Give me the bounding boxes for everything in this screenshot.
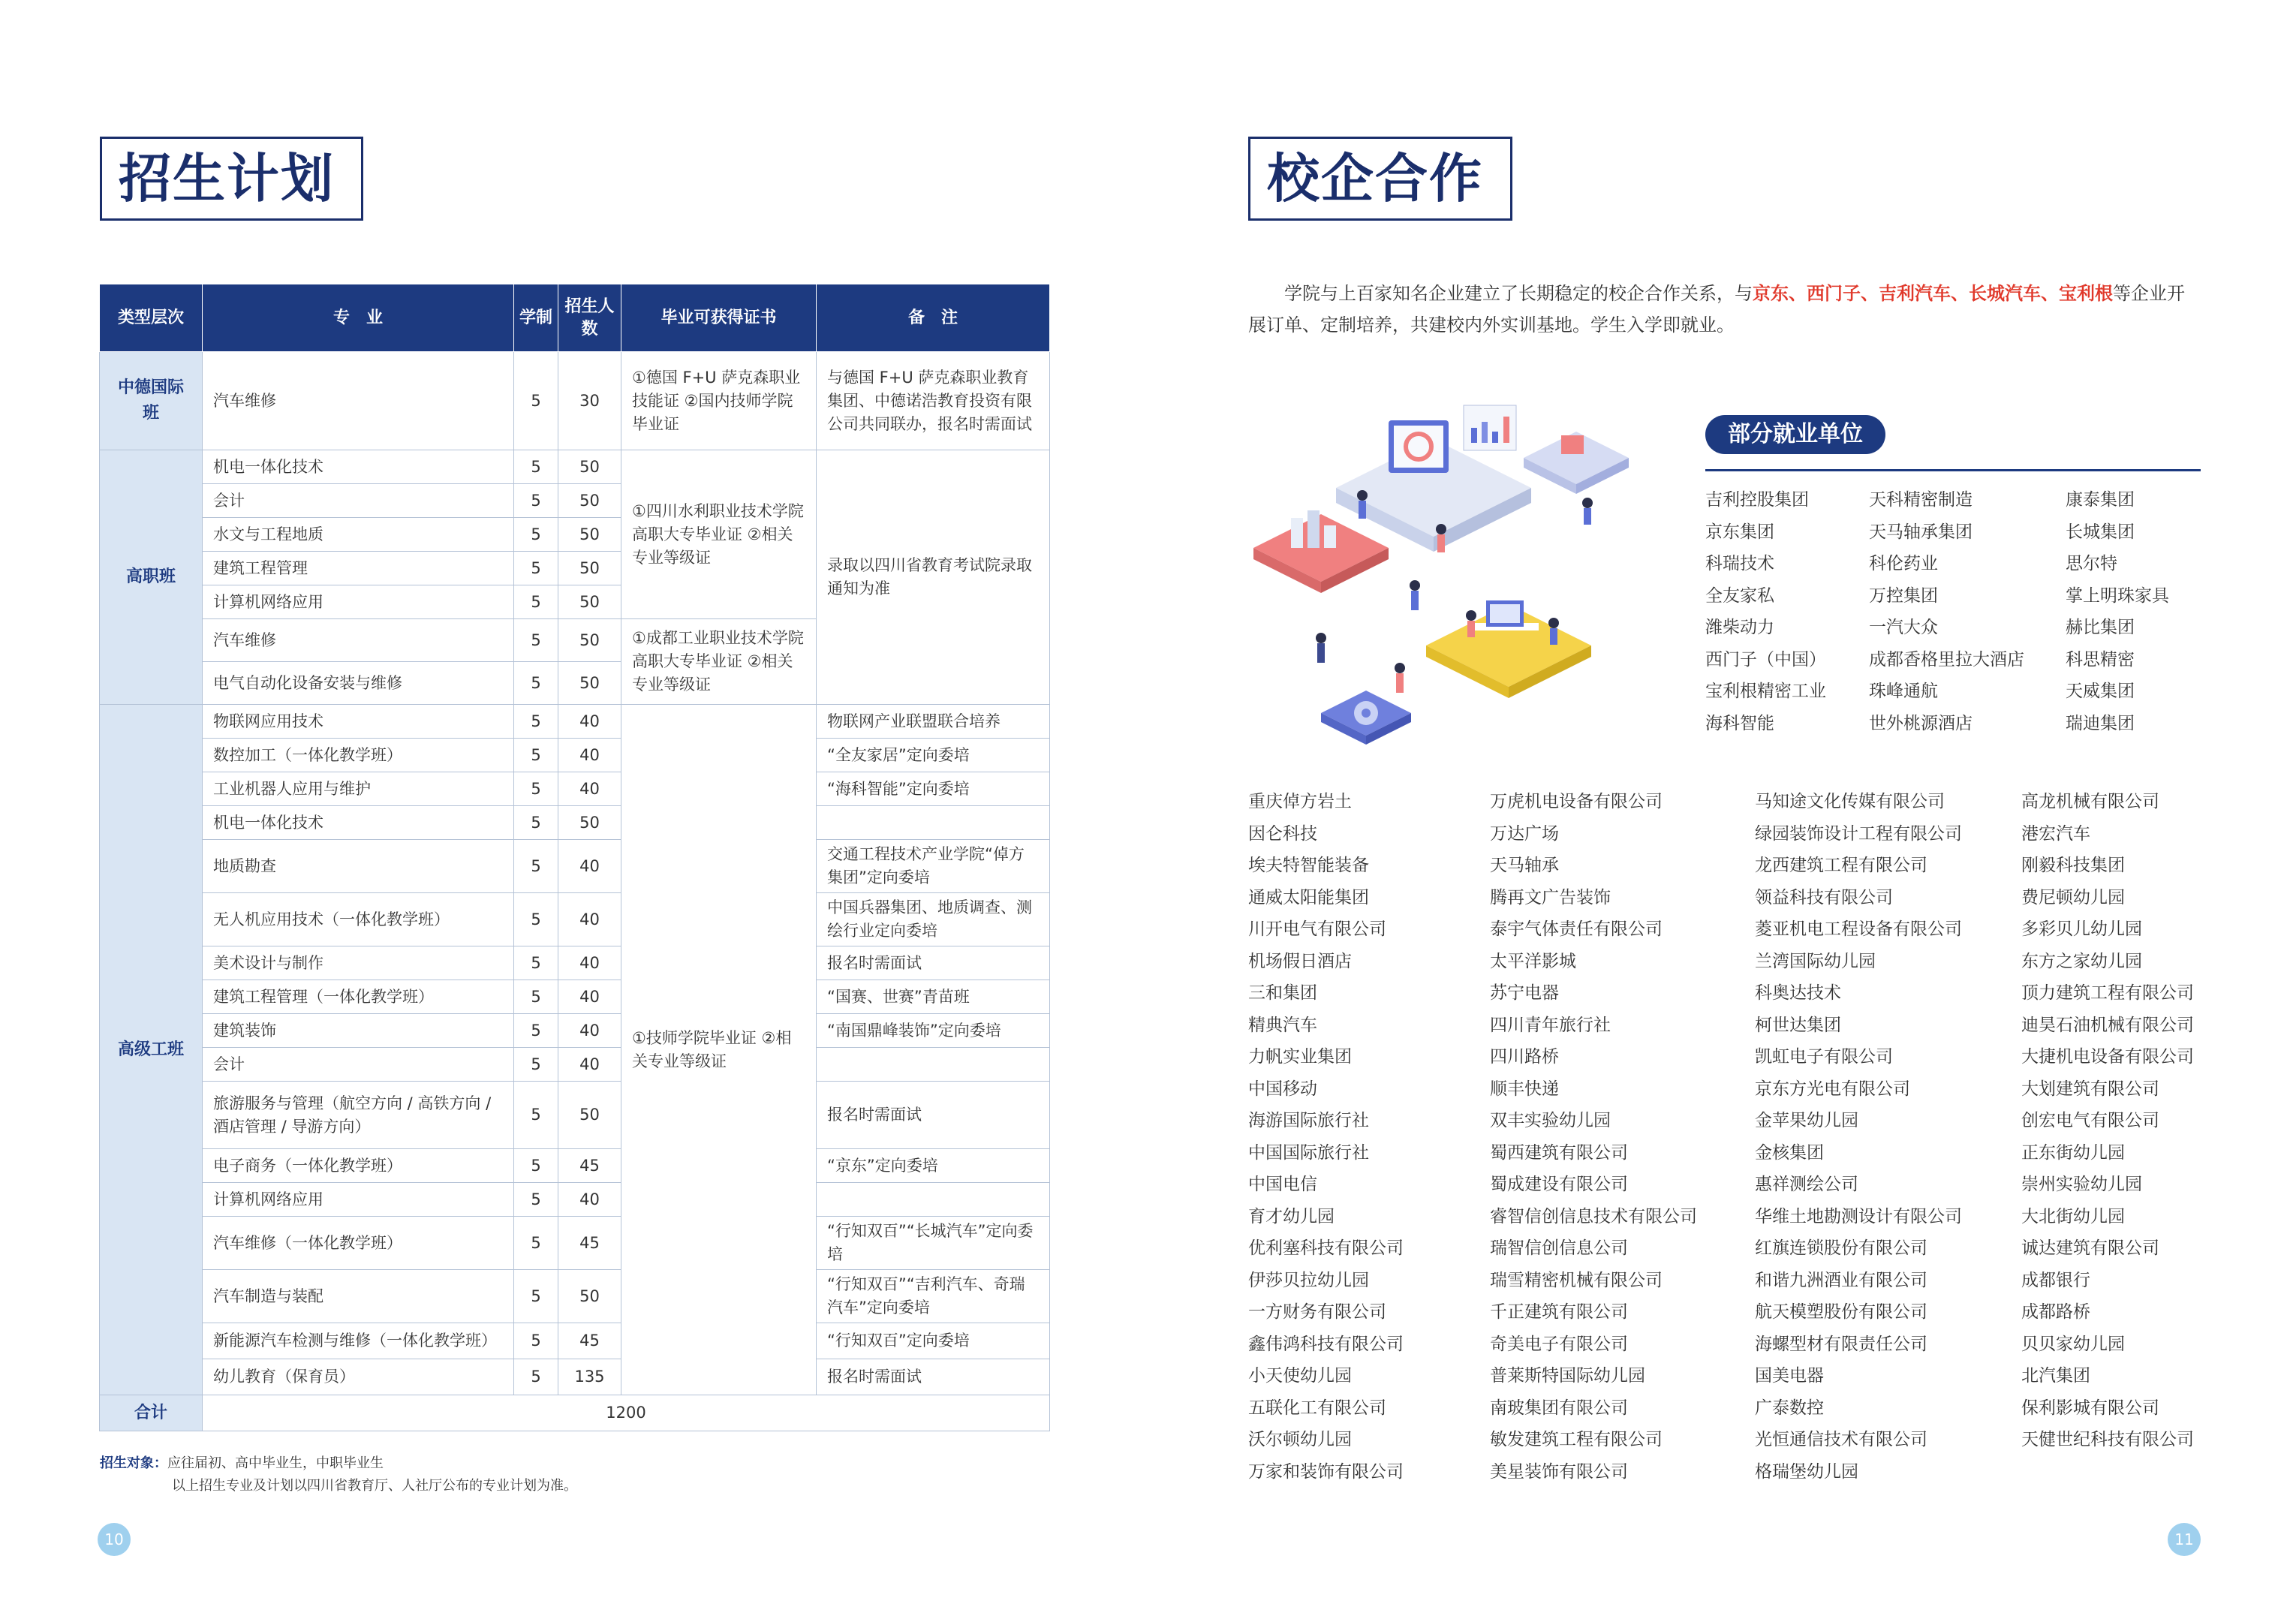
years-cell: 5 — [514, 1183, 558, 1217]
company-item: 兰湾国际幼儿园 — [1755, 951, 1876, 971]
company-item: 四川路桥 — [1490, 1047, 1559, 1067]
header-years: 学制 — [514, 284, 558, 352]
company-item: 普莱斯特国际幼儿园 — [1490, 1366, 1645, 1386]
company-item: 小天使幼儿园 — [1248, 1366, 1352, 1386]
company-item: 瑞智信创信息公司 — [1490, 1238, 1628, 1258]
major-cell: 汽车维修（一体化教学班） — [203, 1217, 514, 1270]
table-row — [100, 1217, 1050, 1270]
note-cell: “海科智能”定向委培 — [817, 772, 1050, 806]
note-cell: “国赛、世赛”青苗班 — [817, 980, 1050, 1014]
count-cell: 50 — [558, 1270, 621, 1323]
major-cell: 建筑工程管理（一体化教学班） — [203, 980, 514, 1014]
major-cell: 汽车维修 — [203, 352, 514, 450]
note-cell: 报名时需面试 — [817, 1359, 1050, 1395]
companies-column — [2021, 786, 2194, 1456]
major-cell: 建筑工程管理 — [203, 552, 514, 585]
count-cell: 50 — [558, 806, 621, 840]
table-row — [100, 946, 1050, 980]
years-cell: 5 — [514, 1270, 558, 1323]
intro-text-2: 等企业开展订单、定制培养，共建校内外实训基地。学生入学即就业。 — [1248, 283, 2185, 336]
major-cell: 幼儿教育（保育员） — [203, 1359, 514, 1395]
employer-item: 长城集团 — [2066, 522, 2135, 542]
count-cell: 40 — [558, 1048, 621, 1082]
company-item: 川开电气有限公司 — [1248, 919, 1386, 939]
company-item: 中国移动 — [1248, 1079, 1317, 1099]
company-item: 四川青年旅行社 — [1490, 1015, 1611, 1035]
table-row — [100, 1183, 1050, 1217]
company-item: 奇美电子有限公司 — [1490, 1334, 1628, 1354]
company-item: 华维土地勘测设计有限公司 — [1755, 1206, 1962, 1226]
company-item: 高龙机械有限公司 — [2021, 792, 2159, 811]
employer-item: 成都香格里拉大酒店 — [1869, 649, 2024, 670]
employers-column — [1705, 484, 1826, 739]
company-item: 大北街幼儿园 — [2021, 1206, 2125, 1226]
company-item: 海游国际旅行社 — [1248, 1111, 1369, 1130]
company-item: 刚毅科技集团 — [2021, 856, 2125, 875]
table-header-row — [100, 284, 1050, 352]
employer-item: 瑞迪集团 — [2066, 713, 2135, 733]
tag-underline — [1705, 469, 2201, 471]
years-cell: 5 — [514, 662, 558, 705]
table-row — [100, 705, 1050, 739]
company-item: 金苹果幼儿园 — [1755, 1111, 1858, 1130]
count-cell: 40 — [558, 946, 621, 980]
company-item: 崇州实验幼儿园 — [2021, 1175, 2142, 1194]
company-item: 广泰数控 — [1755, 1398, 1824, 1418]
company-item: 东方之家幼儿园 — [2021, 951, 2142, 971]
company-item: 顶力建筑工程有限公司 — [2021, 983, 2194, 1003]
company-item: 美星装饰有限公司 — [1490, 1461, 1628, 1482]
company-item: 南玻集团有限公司 — [1490, 1398, 1628, 1418]
company-item: 费尼顿幼儿园 — [2021, 887, 2125, 907]
years-cell: 5 — [514, 552, 558, 585]
major-cell: 无人机应用技术（一体化教学班） — [203, 893, 514, 946]
table-row — [100, 739, 1050, 772]
years-cell: 5 — [514, 806, 558, 840]
years-cell: 5 — [514, 352, 558, 450]
count-cell: 50 — [558, 662, 621, 705]
employer-item: 康泰集团 — [2066, 490, 2135, 510]
company-item: 机场假日酒店 — [1248, 951, 1352, 971]
company-item: 中国国际旅行社 — [1248, 1142, 1369, 1163]
company-item: 沃尔顿幼儿园 — [1248, 1430, 1352, 1449]
table-row — [100, 1014, 1050, 1048]
gear-platform — [1321, 691, 1411, 745]
note-cell: 报名时需面试 — [817, 1082, 1050, 1149]
count-cell: 40 — [558, 1014, 621, 1048]
company-item: 太平洋影城 — [1490, 951, 1576, 971]
table-row — [100, 1359, 1050, 1395]
left-pink-platform — [1253, 510, 1389, 593]
table-row — [100, 1149, 1050, 1183]
count-cell: 50 — [558, 484, 621, 518]
company-item: 三和集团 — [1248, 983, 1317, 1003]
count-cell: 40 — [558, 893, 621, 946]
bottom-yellow-platform — [1426, 600, 1591, 698]
company-item: 光恒通信技术有限公司 — [1755, 1430, 1927, 1449]
footnote — [100, 1452, 577, 1497]
company-item: 迪昊石油机械有限公司 — [2021, 1015, 2194, 1035]
employer-item: 思尔特 — [2066, 554, 2117, 573]
note-cell: 中国兵器集团、地质调查、测绘行业定向委培 — [817, 893, 1050, 946]
note-cell: 报名时需面试 — [817, 946, 1050, 980]
center-platform — [1336, 405, 1531, 552]
employer-item: 科伦药业 — [1869, 554, 1938, 573]
company-item: 红旗连锁股份有限公司 — [1755, 1238, 1927, 1258]
header-type: 类型层次 — [100, 284, 203, 352]
header-cert: 毕业可获得证书 — [621, 284, 817, 352]
company-item: 成都路桥 — [2021, 1302, 2090, 1322]
employer-item: 赫比集团 — [2066, 618, 2135, 637]
employer-item: 万控集团 — [1869, 585, 1938, 606]
company-item: 格瑞堡幼儿园 — [1755, 1461, 1858, 1482]
company-item: 千正建筑有限公司 — [1490, 1302, 1628, 1322]
company-item: 力帆实业集团 — [1248, 1047, 1352, 1067]
table-row — [100, 1270, 1050, 1323]
table-row — [100, 1323, 1050, 1359]
company-item: 万家和装饰有限公司 — [1248, 1461, 1404, 1482]
years-cell: 5 — [514, 1014, 558, 1048]
intro-text-1: 学院与上百家知名企业建立了长期稳定的校企合作关系，与 — [1284, 283, 1753, 304]
major-cell: 建筑装饰 — [203, 1014, 514, 1048]
employer-item: 海科智能 — [1705, 713, 1774, 733]
left-page-title-box — [100, 137, 363, 221]
table-row — [100, 840, 1050, 893]
company-item: 凯虹电子有限公司 — [1755, 1047, 1893, 1067]
company-item: 领益科技有限公司 — [1755, 887, 1893, 907]
company-item: 多彩贝儿幼儿园 — [2021, 919, 2142, 939]
major-cell: 汽车制造与装配 — [203, 1270, 514, 1323]
note-cell: “全友家居”定向委培 — [817, 739, 1050, 772]
years-cell: 5 — [514, 1359, 558, 1395]
employer-item: 天科精密制造 — [1869, 490, 1973, 510]
company-item: 保利影城有限公司 — [2021, 1398, 2159, 1418]
company-item: 腾再文广告装饰 — [1490, 887, 1611, 907]
company-item: 蜀成建设有限公司 — [1490, 1175, 1628, 1194]
employer-item: 宝利根精密工业 — [1705, 682, 1826, 701]
table-row — [100, 806, 1050, 840]
total-value: 1200 — [203, 1395, 1050, 1431]
major-cell: 电气自动化设备安装与维修 — [203, 662, 514, 705]
page-number-right: 11 — [2168, 1523, 2201, 1556]
company-item: 苏宁电器 — [1490, 983, 1559, 1003]
count-cell: 40 — [558, 980, 621, 1014]
company-item: 天马轴承 — [1490, 856, 1559, 875]
note-cell — [817, 806, 1050, 840]
cert-cell: ①四川水利职业技术学院高职大专毕业证 ②相关专业等级证 — [621, 450, 817, 619]
employer-item: 京东集团 — [1705, 522, 1774, 542]
years-cell: 5 — [514, 772, 558, 806]
company-item: 航天模塑股份有限公司 — [1755, 1302, 1927, 1322]
company-item: 泰宇气体责任有限公司 — [1490, 919, 1663, 939]
count-cell: 45 — [558, 1217, 621, 1270]
major-cell: 水文与工程地质 — [203, 518, 514, 552]
company-item: 万虎机电设备有限公司 — [1490, 792, 1663, 811]
total-row — [100, 1395, 1050, 1431]
count-cell: 40 — [558, 739, 621, 772]
count-cell: 50 — [558, 518, 621, 552]
company-item: 海螺型材有限责任公司 — [1755, 1334, 1927, 1354]
employer-item: 天马轴承集团 — [1869, 522, 1973, 542]
company-item: 通威太阳能集团 — [1248, 887, 1369, 907]
employer-item: 西门子（中国） — [1705, 649, 1826, 670]
years-cell: 5 — [514, 484, 558, 518]
note-cell: 与德国 F+U 萨克森职业教育集团、中德诺浩教育投资有限公司共同联办，报名时需面试 — [817, 352, 1050, 450]
company-item: 双丰实验幼儿园 — [1490, 1111, 1611, 1130]
company-item: 京东方光电有限公司 — [1755, 1079, 1910, 1099]
years-cell: 5 — [514, 1048, 558, 1082]
count-cell: 135 — [558, 1359, 621, 1395]
header-count: 招生人数 — [558, 284, 621, 352]
company-item: 绿园装饰设计工程有限公司 — [1755, 823, 1962, 844]
years-cell: 5 — [514, 946, 558, 980]
left-page-title: 招生计划 — [119, 148, 335, 209]
company-item: 一方财务有限公司 — [1248, 1302, 1386, 1322]
company-item: 诚达建筑有限公司 — [2021, 1238, 2159, 1258]
count-cell: 45 — [558, 1149, 621, 1183]
category-cell: 高级工班 — [100, 705, 203, 1395]
major-cell: 机电一体化技术 — [203, 806, 514, 840]
company-item: 优利塞科技有限公司 — [1248, 1238, 1404, 1258]
years-cell: 5 — [514, 518, 558, 552]
years-cell: 5 — [514, 739, 558, 772]
table-row — [100, 1082, 1050, 1149]
company-item: 和谐九洲酒业有限公司 — [1755, 1270, 1927, 1290]
employer-item: 吉利控股集团 — [1705, 490, 1809, 510]
company-item: 万达广场 — [1490, 823, 1559, 844]
company-item: 埃夫特智能装备 — [1248, 856, 1369, 875]
page-number-left: 10 — [98, 1523, 131, 1556]
company-item: 马知途文化传媒有限公司 — [1755, 792, 1945, 811]
note-cell: “京东”定向委培 — [817, 1149, 1050, 1183]
isometric-office-illustration — [1246, 398, 1636, 751]
company-item: 龙西建筑工程有限公司 — [1755, 856, 1927, 875]
count-cell: 40 — [558, 772, 621, 806]
table-row — [100, 772, 1050, 806]
major-cell: 新能源汽车检测与维修（一体化教学班） — [203, 1323, 514, 1359]
count-cell: 50 — [558, 450, 621, 484]
count-cell: 40 — [558, 840, 621, 893]
company-item: 育才幼儿园 — [1248, 1206, 1335, 1226]
employers-tag: 部分就业单位 — [1705, 415, 1885, 454]
right-platform — [1524, 432, 1629, 494]
table-row — [100, 980, 1050, 1014]
company-item: 伊莎贝拉幼儿园 — [1248, 1270, 1369, 1290]
note-cell: “行知双百”“长城汽车”定向委培 — [817, 1217, 1050, 1270]
major-cell: 汽车维修 — [203, 619, 514, 662]
note-cell: 物联网产业联盟联合培养 — [817, 705, 1050, 739]
years-cell: 5 — [514, 619, 558, 662]
right-page-title-box — [1248, 137, 1512, 221]
major-cell: 计算机网络应用 — [203, 1183, 514, 1217]
years-cell: 5 — [514, 450, 558, 484]
count-cell: 45 — [558, 1323, 621, 1359]
note-cell — [817, 1048, 1050, 1082]
years-cell: 5 — [514, 840, 558, 893]
cert-cell: ①德国 F+U 萨克森职业技能证 ②国内技师学院毕业证 — [621, 352, 817, 450]
cert-cell: ①成都工业职业技术学院高职大专毕业证 ②相关专业等级证 — [621, 619, 817, 705]
years-cell: 5 — [514, 585, 558, 619]
count-cell: 50 — [558, 585, 621, 619]
company-item: 睿智信创信息技术有限公司 — [1490, 1206, 1697, 1226]
major-cell: 会计 — [203, 1048, 514, 1082]
count-cell: 30 — [558, 352, 621, 450]
major-cell: 美术设计与制作 — [203, 946, 514, 980]
company-item: 正东街幼儿园 — [2021, 1142, 2125, 1163]
intro-highlight: 京东、西门子、吉利汽车、长城汽车、宝利根 — [1753, 283, 2113, 304]
employers-column — [2066, 484, 2169, 739]
employer-item: 天威集团 — [2066, 682, 2135, 701]
company-item: 大捷机电设备有限公司 — [2021, 1047, 2194, 1067]
table-row — [100, 450, 1050, 484]
major-cell: 机电一体化技术 — [203, 450, 514, 484]
employer-item: 珠峰通航 — [1869, 682, 1938, 701]
company-item: 创宏电气有限公司 — [2021, 1111, 2159, 1130]
note-cell: “南国鼎峰装饰”定向委培 — [817, 1014, 1050, 1048]
count-cell: 50 — [558, 1082, 621, 1149]
major-cell: 数控加工（一体化教学班） — [203, 739, 514, 772]
company-item: 鑫伟鸿科技有限公司 — [1248, 1334, 1404, 1354]
major-cell: 物联网应用技术 — [203, 705, 514, 739]
companies-column — [1490, 786, 1697, 1488]
company-item: 贝贝家幼儿园 — [2021, 1334, 2125, 1354]
company-item: 国美电器 — [1755, 1366, 1824, 1386]
footnote-label: 招生对象： — [100, 1455, 167, 1471]
company-item: 金核集团 — [1755, 1142, 1824, 1163]
company-item: 成都银行 — [2021, 1270, 2090, 1290]
company-item: 瑞雪精密机械有限公司 — [1490, 1270, 1663, 1290]
header-note: 备 注 — [817, 284, 1050, 352]
company-item: 科奥达技术 — [1755, 983, 1841, 1003]
employer-item: 掌上明珠家具 — [2066, 585, 2169, 606]
company-item: 惠祥测绘公司 — [1755, 1175, 1858, 1194]
company-item: 蜀西建筑有限公司 — [1490, 1142, 1628, 1163]
table-row — [100, 1048, 1050, 1082]
total-label: 合计 — [100, 1395, 203, 1431]
count-cell: 40 — [558, 705, 621, 739]
years-cell: 5 — [514, 893, 558, 946]
employer-item: 世外桃源酒店 — [1869, 713, 1973, 733]
company-item: 北汽集团 — [2021, 1366, 2090, 1386]
employers-column — [1869, 484, 2024, 739]
note-cell: 交通工程技术产业学院“倬方集团”定向委培 — [817, 840, 1050, 893]
years-cell: 5 — [514, 1323, 558, 1359]
footnote-line1: 应往届初、高中毕业生，中职毕业生 — [167, 1455, 384, 1471]
employer-item: 科瑞技术 — [1705, 554, 1774, 573]
company-item: 重庆倬方岩土 — [1248, 792, 1352, 811]
years-cell: 5 — [514, 705, 558, 739]
header-major: 专 业 — [203, 284, 514, 352]
count-cell: 40 — [558, 1183, 621, 1217]
major-cell: 会计 — [203, 484, 514, 518]
note-cell: “行知双百”定向委培 — [817, 1323, 1050, 1359]
count-cell: 50 — [558, 552, 621, 585]
company-item: 顺丰快递 — [1490, 1079, 1559, 1099]
major-cell: 旅游服务与管理（航空方向 / 高铁方向 / 酒店管理 / 导游方向） — [203, 1082, 514, 1149]
company-item: 敏发建筑工程有限公司 — [1490, 1430, 1663, 1449]
years-cell: 5 — [514, 1082, 558, 1149]
major-cell: 地质勘查 — [203, 840, 514, 893]
category-cell: 高职班 — [100, 450, 203, 705]
employer-item: 一汽大众 — [1869, 618, 1938, 637]
major-cell: 计算机网络应用 — [203, 585, 514, 619]
employer-item: 潍柴动力 — [1705, 618, 1774, 637]
enrollment-plan-table — [99, 284, 1050, 1431]
category-cell: 中德国际班 — [100, 352, 203, 450]
right-page-title: 校企合作 — [1267, 148, 1483, 209]
company-item: 柯世达集团 — [1755, 1015, 1841, 1035]
employer-item: 科思精密 — [2066, 649, 2135, 670]
major-cell: 电子商务（一体化教学班） — [203, 1149, 514, 1183]
note-cell — [817, 1183, 1050, 1217]
employer-item: 全友家私 — [1705, 585, 1774, 606]
company-item: 中国电信 — [1248, 1175, 1317, 1194]
years-cell: 5 — [514, 1149, 558, 1183]
years-cell: 5 — [514, 1217, 558, 1270]
company-item: 精典汽车 — [1248, 1015, 1317, 1035]
footnote-line2: 以上招生专业及计划以四川省教育厅、人社厅公布的专业计划为准。 — [172, 1478, 577, 1494]
company-item: 菱亚机电工程设备有限公司 — [1755, 919, 1962, 939]
company-item: 因仑科技 — [1248, 823, 1317, 844]
company-item: 天健世纪科技有限公司 — [2021, 1430, 2194, 1449]
cert-cell: ①技师学院毕业证 ②相关专业等级证 — [621, 705, 817, 1395]
years-cell: 5 — [514, 980, 558, 1014]
intro-paragraph — [1248, 278, 2201, 341]
count-cell: 50 — [558, 619, 621, 662]
table-row — [100, 352, 1050, 450]
companies-column — [1755, 786, 1962, 1488]
company-item: 五联化工有限公司 — [1248, 1398, 1386, 1418]
companies-column — [1248, 786, 1404, 1488]
major-cell: 工业机器人应用与维护 — [203, 772, 514, 806]
table-row — [100, 893, 1050, 946]
company-item: 大划建筑有限公司 — [2021, 1079, 2159, 1099]
note-cell: 录取以四川省教育考试院录取通知为准 — [817, 450, 1050, 705]
note-cell: “行知双百”“吉利汽车、奇瑞汽车”定向委培 — [817, 1270, 1050, 1323]
company-item: 港宏汽车 — [2021, 823, 2090, 844]
